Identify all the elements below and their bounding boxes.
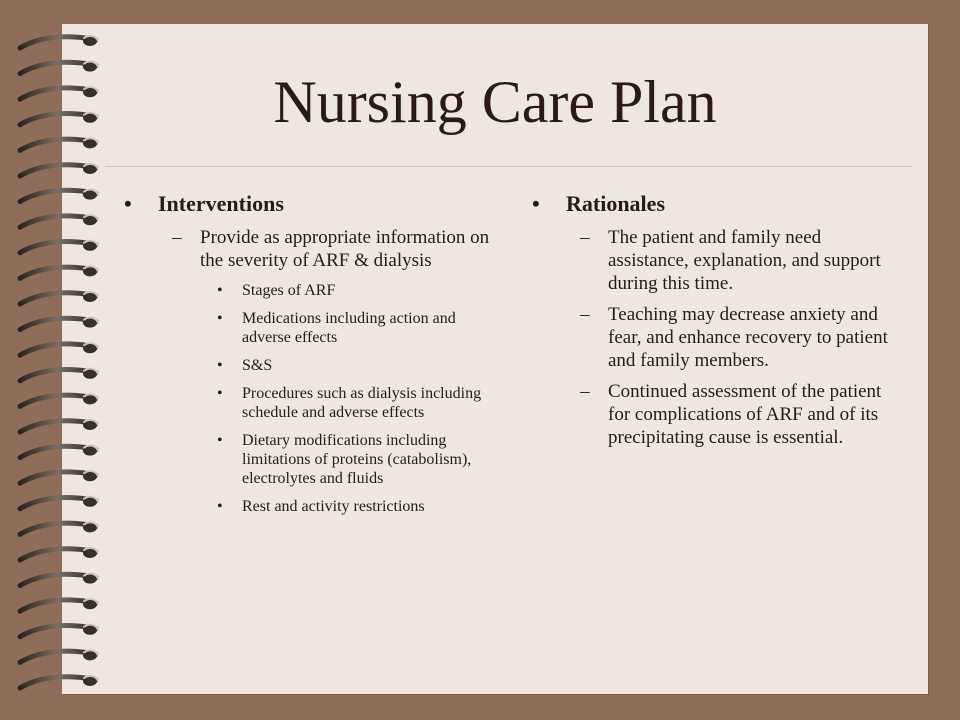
dash-glyph: –	[580, 227, 590, 248]
rationale-item	[528, 303, 888, 372]
rationales-heading: Rationales	[566, 191, 665, 216]
bullet-glyph: •	[217, 282, 223, 299]
subitem-text: Rest and activity restrictions	[242, 498, 425, 515]
intervention-subitem	[120, 281, 500, 300]
interventions-heading: Interventions	[158, 191, 284, 216]
intervention-subitem	[120, 309, 500, 347]
bullet-glyph: •	[217, 498, 223, 515]
interventions-heading-item	[120, 190, 500, 218]
intervention-subitem	[120, 356, 500, 375]
rationale-text: Continued assessment of the patient for complications of ARF and of its precipitating cause is essential.	[608, 381, 882, 448]
subitem-text: S&S	[242, 357, 273, 374]
intervention-subitem	[120, 431, 500, 488]
intervention-text: Provide as appropriate information on the severity of ARF & dialysis	[200, 227, 490, 271]
rationale-text: Teaching may decrease anxiety and fear, and enhance recovery to patient and family members.	[608, 304, 888, 371]
intervention-subitem	[120, 384, 500, 422]
subitem-text: Dietary modifications including limitations of proteins (catabolism), electrolytes and fluids	[242, 432, 472, 487]
bullet-glyph: •	[217, 432, 223, 449]
title-divider	[105, 166, 912, 167]
bullet-glyph: •	[217, 385, 223, 402]
rationale-text: The patient and family need assistance, explanation, and support during this time.	[608, 227, 881, 294]
dash-glyph: –	[580, 381, 590, 402]
bullet-glyph: •	[532, 191, 540, 216]
bullet-glyph: •	[217, 357, 223, 374]
subitem-text: Stages of ARF	[242, 282, 336, 299]
intervention-item	[120, 226, 500, 272]
rationale-item	[528, 226, 888, 295]
bullet-glyph: •	[217, 310, 223, 327]
dash-glyph: –	[580, 304, 590, 325]
subitem-text: Procedures such as dialysis including schedule and adverse effects	[242, 385, 482, 421]
bullet-glyph: •	[124, 191, 132, 216]
intervention-subitem	[120, 497, 500, 516]
rationale-item	[528, 380, 888, 449]
dash-glyph: –	[172, 227, 182, 248]
page-title: Nursing Care Plan	[273, 69, 717, 135]
rationales-heading-item	[528, 190, 888, 218]
rationales-column	[528, 190, 888, 449]
subitem-text: Medications including action and adverse effects	[242, 310, 456, 346]
interventions-column	[120, 190, 500, 516]
